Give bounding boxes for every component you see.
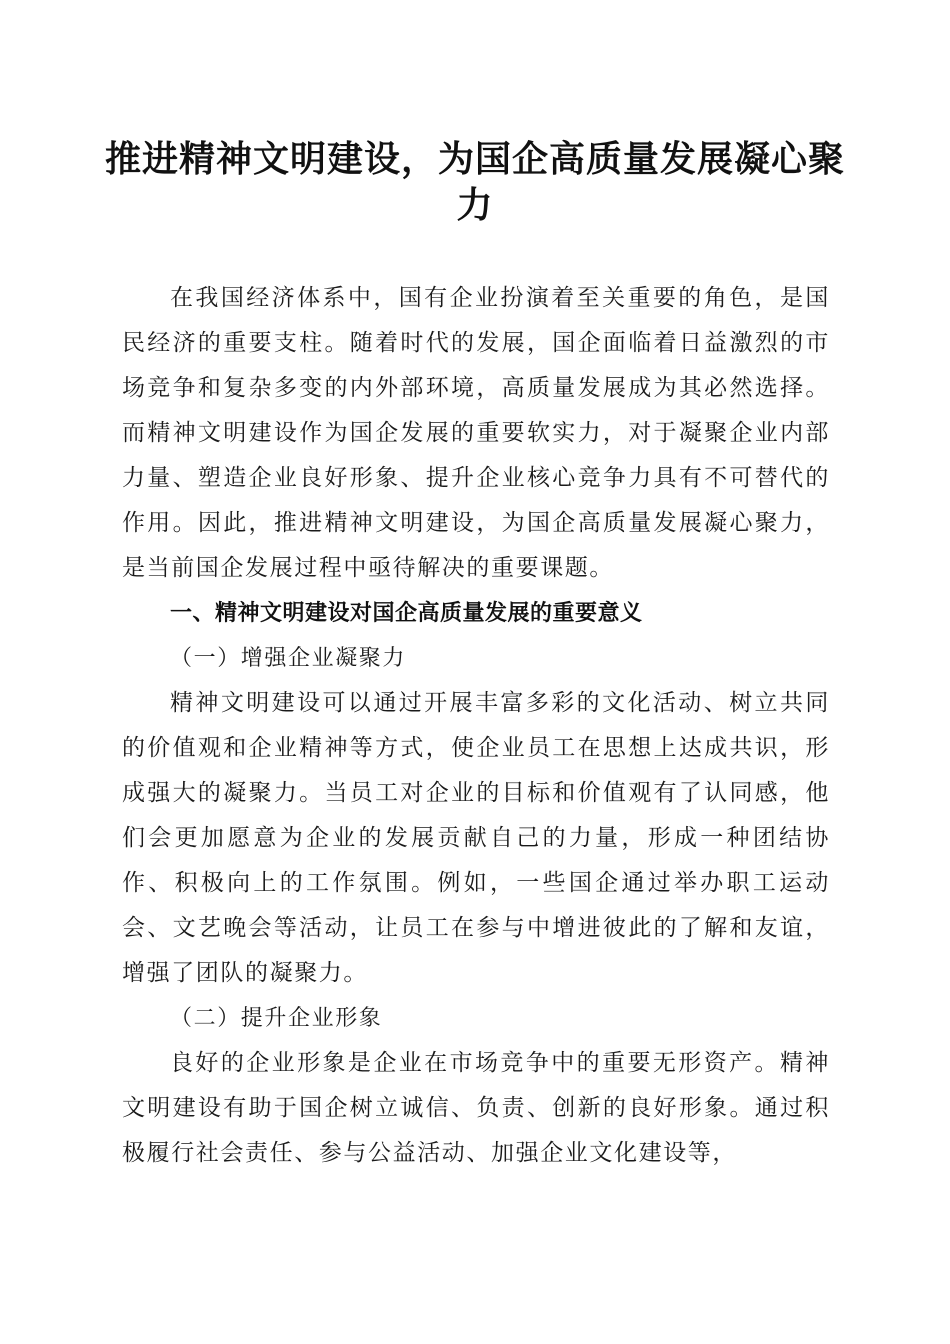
section-heading-1: 一、精神文明建设对国企高质量发展的重要意义 (170, 601, 643, 626)
intro-paragraph: 在我国经济体系中，国有企业扮演着至关重要的角色，是国民经济的重要支柱。随着时代的发展，国企面临着日益激烈的市场竞争和复杂多变的内外部环境，高质量发展成为其必然选择。而精神文明建设作为国企发展的重要软实力，对于凝聚企业内部力量、塑造企业良好形象、提升企业核心竞争力具有不可替代的作用。因此，推进精神文明建设，为国企高质量发展凝心聚力，是当前国企发展过程中亟待解决的重要课题。 (122, 285, 830, 581)
subsection-heading-2: （二）提升企业形象 (170, 1006, 383, 1031)
document-title: 推进精神文明建设，为国企高质量发展凝心聚力 (104, 138, 845, 226)
subsection-heading-1: （一）增强企业凝聚力 (170, 646, 407, 671)
subsection-paragraph-2: 良好的企业形象是企业在市场竞争中的重要无形资产。精神文明建设有助于国企树立诚信、负责、创新的良好形象。通过积极履行社会责任、参与公益活动、加强企业文化建设等， (122, 1050, 830, 1166)
subsection-paragraph-1: 精神文明建设可以通过开展丰富多彩的文化活动、树立共同的价值观和企业精神等方式，使企业员工在思想上达成共识，形成强大的凝聚力。当员工对企业的目标和价值观有了认同感，他们会更加愿意为企业的发展贡献自己的力量，形成一种团结协作、积极向上的工作氛围。例如，一些国企通过举办职工运动会、文艺晚会等活动，让员工在参与中增进彼此的了解和友谊，增强了团队的凝聚力。 (122, 690, 830, 986)
document-body (122, 276, 830, 1176)
